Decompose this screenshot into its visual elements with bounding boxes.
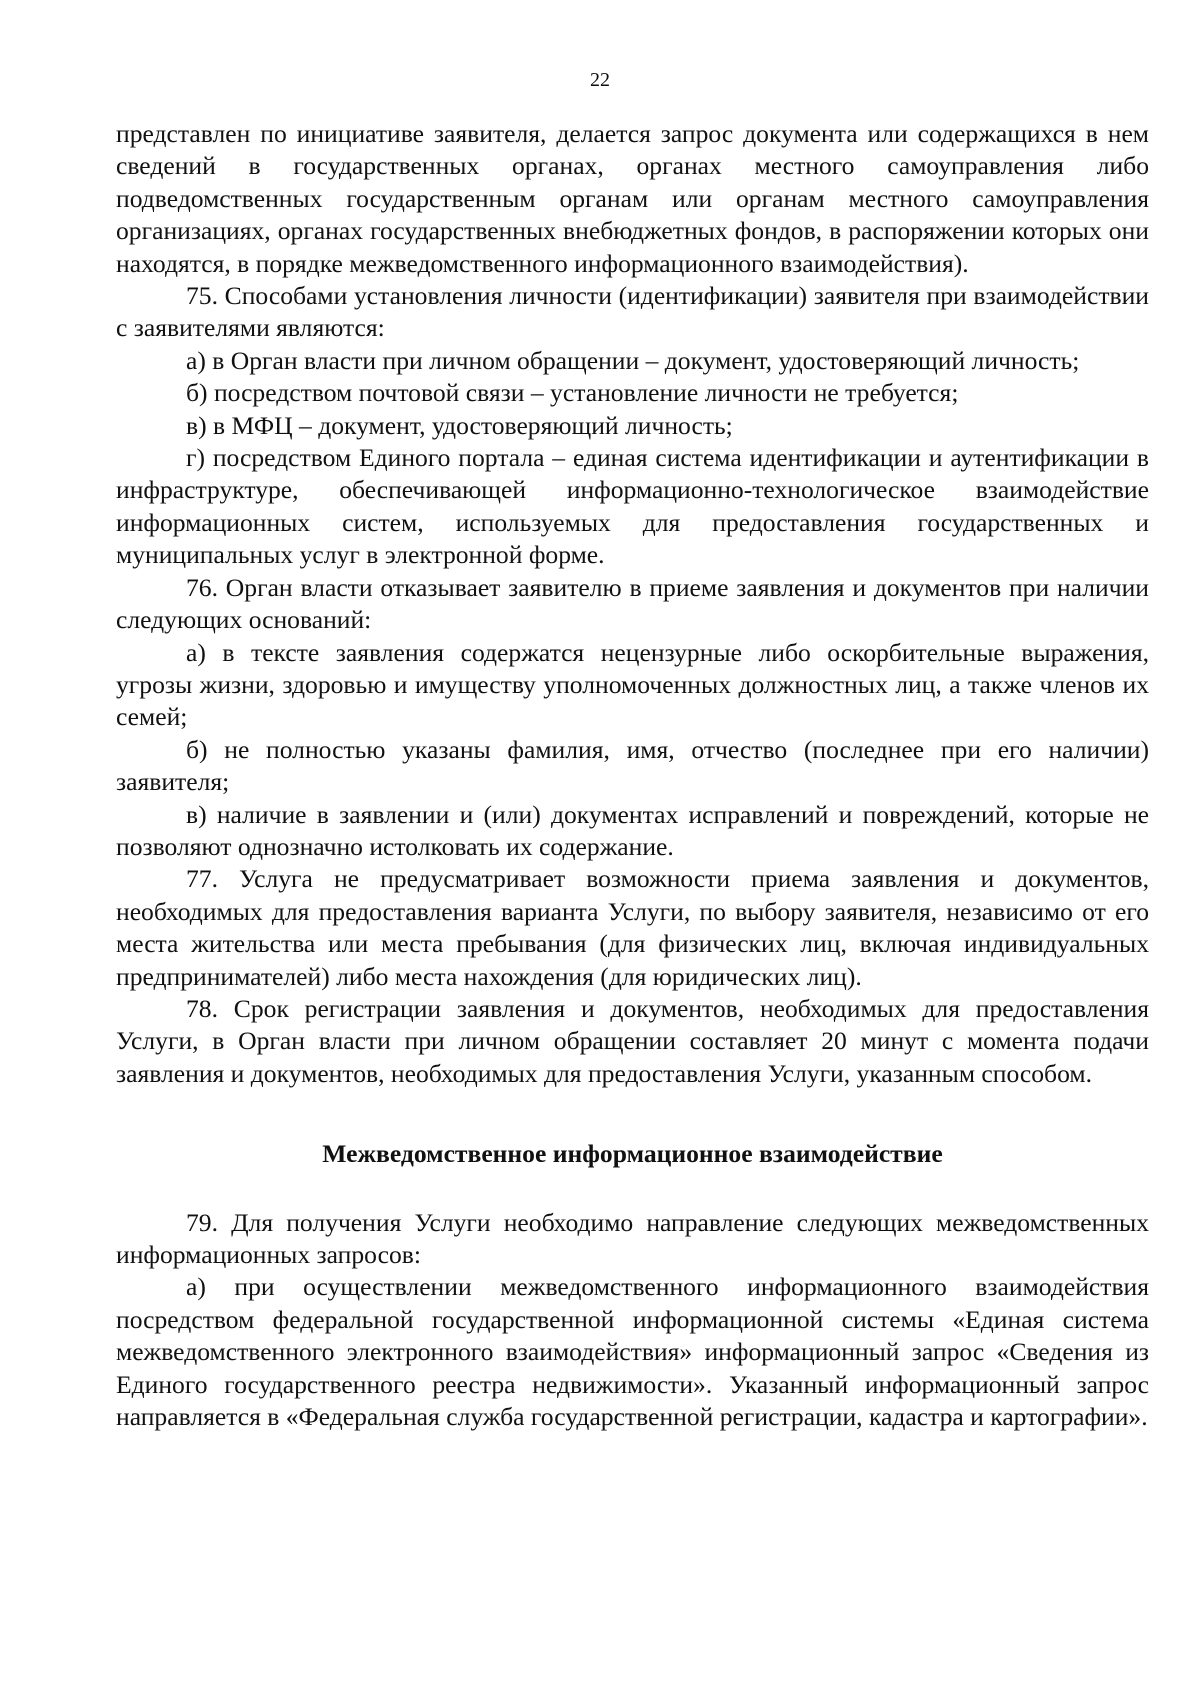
paragraph-78: 78. Срок регистрации заявления и документов, необходимых для предоставления Услуги, в Орган власти при личном обращении составляет 20 минут с момента подачи заявления и документов, необходимых для предоставления Услуги, указанным способом. [116,993,1149,1088]
paragraph-79-a: а) при осуществлении межведомственного информационного взаимодействия посредством федеральной государственной информационной системы «Единая система межведомственного электронного взаимодействия» информационный запрос «Сведения из Единого государственного реестра недвижимости». Указанный информационный запрос направляется в «Федеральная служба государственной регистрации, кадастра и картографии». [116,1272,1149,1432]
paragraph-76-a: а) в тексте заявления содержатся нецензурные либо оскорбительные выражения, угрозы жизни, здоровью и имуществу уполномоченных должностных лиц, а также членов их семей; [116,637,1149,732]
paragraph-77: 77. Услуга не предусматривает возможности приема заявления и документов, необходимых для предоставления варианта Услуги, по выбору заявителя, независимо от его места жительства или места пребывания (для физических лиц, включая индивидуальных предпринимателей) либо места нахождения (для юридических лиц). [116,864,1149,991]
paragraph-75-v: в) в МФЦ – документ, удостоверяющий личность; [186,410,733,440]
section-heading: Межведомственное информационное взаимодействие [322,1139,943,1169]
paragraph-76: 76. Орган власти отказывает заявителю в приеме заявления и документов при наличии следующих оснований: [116,572,1149,635]
document-body [116,118,1149,1433]
paragraph-75-b: б) посредством почтовой связи – установление личности не требуется; [186,378,959,408]
paragraph-76-b: б) не полностью указаны фамилия, имя, отчество (последнее при его наличии) заявителя; [116,734,1149,797]
paragraph-75: 75. Способами установления личности (идентификации) заявителя при взаимодействии с заявителями являются: [116,281,1149,343]
paragraph-75-a: а) в Орган власти при личном обращении – документ, удостоверяющий личность; [186,345,1080,375]
paragraph-continuation: представлен по инициативе заявителя, делается запрос документа или содержащихся в нем сведений в государственных органах, органах местного самоуправления либо подведомственных государственным органам или органам местного самоуправления организациях, органах государственных внебюджетных фондов, в распоряжении которых они находятся, в порядке межведомственного информационного взаимодействия). [116,119,1149,278]
page-number: 22 [590,69,610,91]
paragraph-79: 79. Для получения Услуги необходимо направление следующих межведомственных информационных запросов: [116,1207,1149,1269]
paragraph-76-v: в) наличие в заявлении и (или) документах исправлений и повреждений, которые не позволяют однозначно истолковать их содержание. [116,799,1149,861]
paragraph-75-g: г) посредством Единого портала – единая система идентификации и аутентификации в инфраструктуре, обеспечивающей информационно-технологическое взаимодействие информационных систем, используемых для предоставления государственных и муниципальных услуг в электронной форме. [116,443,1149,570]
